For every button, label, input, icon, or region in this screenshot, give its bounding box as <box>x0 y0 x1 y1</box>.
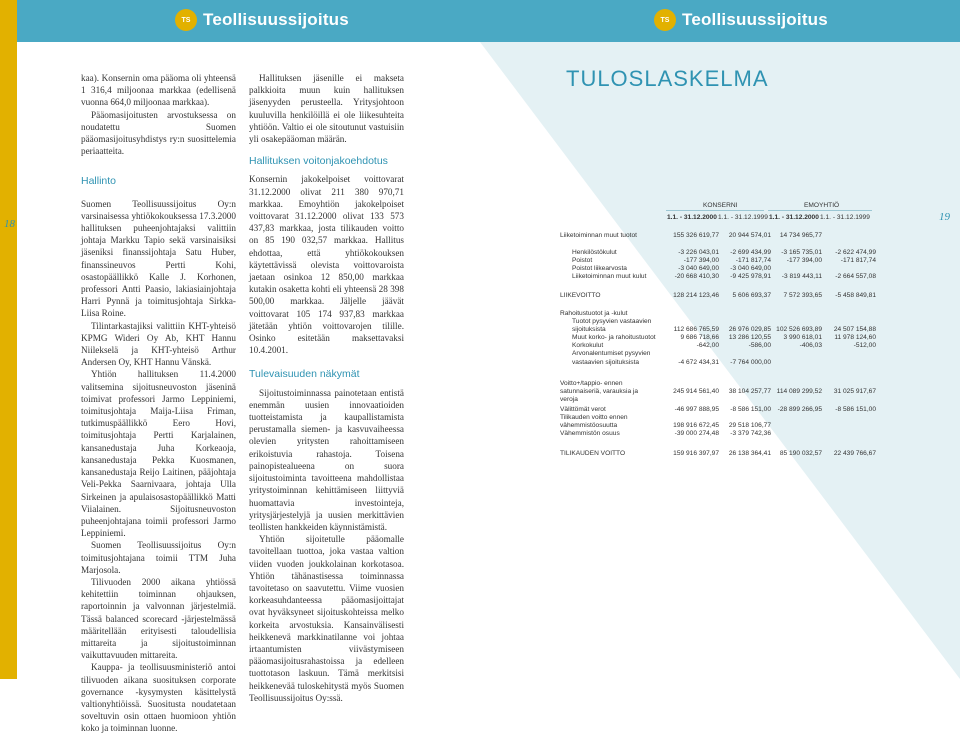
row-label: Vähemmistön osuus <box>560 430 620 437</box>
row-label: Poistot <box>572 257 593 264</box>
row-label: Tilikauden voitto ennen <box>560 414 628 421</box>
row-label: vähemmistöosuutta <box>560 422 618 429</box>
row-label: Liiketoiminnan muut kulut <box>572 273 647 280</box>
row-value: -2 622 474,99 <box>835 249 876 256</box>
row-value: -39 000 274,48 <box>674 430 719 437</box>
logo-text: Teollisuussijoitus <box>203 10 349 29</box>
row-value: 26 138 364,41 <box>728 450 771 457</box>
page-number-right: 19 <box>939 211 950 223</box>
left-edge-band <box>0 0 17 679</box>
logo-right <box>654 9 828 31</box>
text-column-1 <box>81 72 236 735</box>
row-value: -3 226 043,01 <box>678 249 719 256</box>
row-value: 112 686 765,59 <box>673 326 719 333</box>
row-value: 13 286 120,55 <box>728 334 771 341</box>
row-value: 3 990 618,01 <box>783 334 822 341</box>
row-value: -512,00 <box>853 342 876 349</box>
row-value: 245 914 561,40 <box>673 388 719 395</box>
row-value: 20 944 574,01 <box>728 232 771 239</box>
row-value: -20 668 410,30 <box>674 273 719 280</box>
row-value: 7 572 393,65 <box>783 292 822 299</box>
period-header: 1.1. - 31.12.2000 <box>667 214 717 221</box>
paragraph: Sijoitustoiminnassa painotetaan entistä enemmän uusien innovaatioiden tuotteistamista ja kaupallistamista perustamalla siemen- ja kasvuvaiheessa olevien yritysten rahoittamiseen erikoistuvia rahastoja. Toisena painopistealueena on suora sijoitustoiminta tavoitteena mahdollistaa yritystoiminnan kehittämiseen liittyviä huomattavia investointeja, yritysjärjestelyjä ja uusien merkittävien teollisten hankkeiden käynnistämistä. <box>249 387 404 532</box>
row-value: 159 916 397,97 <box>673 450 719 457</box>
row-value: 29 518 106,77 <box>728 422 771 429</box>
row-label: Tuotot pysyvien vastaavien <box>572 318 652 325</box>
header-bar-left <box>17 0 480 42</box>
group-header-emoyhtio: EMOYHTIÖ <box>804 202 840 209</box>
row-value: 5 606 693,37 <box>732 292 771 299</box>
row-value: -9 425 978,91 <box>730 273 771 280</box>
row-value: -177 394,00 <box>786 257 822 264</box>
row-label: Rahoitustuotot ja -kulut <box>560 310 628 317</box>
row-value: -406,03 <box>799 342 822 349</box>
row-label: Liiketoiminnan muut tuotot <box>560 232 637 239</box>
row-value: -3 040 649,00 <box>678 265 719 272</box>
row-value: 22 439 766,67 <box>833 450 876 457</box>
header-rule <box>768 210 872 211</box>
period-header: 1.1. - 31.12.1999 <box>820 214 870 221</box>
text-column-2 <box>249 72 404 704</box>
row-value: -3 165 735,01 <box>781 249 822 256</box>
row-label: sijoituksista <box>572 326 606 333</box>
paragraph: Konsernin jakokelpoiset voittovarat 31.12.2000 olivat 211 380 970,71 markkaa. Emoyhtiön jakokelpoiset voittovarat 31.12.2000 olivat 133 573 437,83 markkaa, josta tilikauden voitto on 85 190 032,57 markkaa. Hallitus ehdottaa, että yhtiökokouksen käytettävissä olevista voittovaroista jaetaan osinkoa 12 850,00 markkaa kutakin osaketta kohti eli yhteensä 28 398 500,00 markkaa. Jäljelle jäävät voittovarat 105 174 937,83 markkaa jätetään yhtiön voittovarojen tilille. Osinko esitetään maksettavaksi 10.4.2001. <box>249 174 404 356</box>
row-label: Henkilöstökulut <box>572 249 617 256</box>
statement-title: TULOSLASKELMA <box>566 66 769 91</box>
paragraph: Hallituksen jäsenille ei makseta palkkioita muun kuin hallituksen jäsenyyden perusteella. Yritysjohtoon kuuluvilla henkilöillä ei ole liikesuhteita yhtiöön. Valtio ei ole sitoutunut vastuisiin yli osakepääoman määrän. <box>249 73 404 145</box>
row-value: -3 379 742,36 <box>730 430 771 437</box>
period-header: 1.1. - 31.12.2000 <box>769 214 819 221</box>
row-value: -2 664 557,08 <box>835 273 876 280</box>
row-value: -4 672 434,31 <box>678 359 719 366</box>
paragraph: Kauppa- ja teollisuusministeriö antoi tilivuoden aikana suosituksen corporate governance -kysymysten käsittelystä valtionyhtiöissä. Suositusta noudatetaan soveltuvin osin ottaen huomioon yhtiön koko ja toiminnan luonne. <box>81 662 236 734</box>
row-value: 26 976 029,85 <box>728 326 771 333</box>
row-value: -171 817,74 <box>840 257 876 264</box>
row-label: TILIKAUDEN VOITTO <box>560 450 626 457</box>
logo-mark-icon: TS <box>175 9 197 31</box>
row-value: 102 526 693,89 <box>776 326 822 333</box>
row-label: LIIKEVOITTO <box>560 292 601 299</box>
row-value: 114 089 299,52 <box>776 388 822 395</box>
row-value: 38 104 257,77 <box>728 388 771 395</box>
paragraph: Yhtiön sijoitetulle pääomalle tavoitellaan tuottoa, joka vastaa valtion viiden vuoden joukkolainan korkotasoa. Yhtiön tähänastisessa toiminnassa tavoitetaso on saavutettu. Viime vuosien korkeasuhdanteessa pääomasijoittajat ovat hyväksyneet sijoituskohteissa melko korkeita arvostuksia. Kansainvälisesti heikkenevä markkinatilanne voi johtaa irtaantumisten viivästymiseen pääomasijoitusrahastoissa ja edelleen tuottotason laskuun. Tämä merkitsisi heikkenevää tuloskehitystä myös Suomen Teollisuussijoitus Oy:ssä. <box>249 534 404 703</box>
row-value: -171 817,74 <box>735 257 771 264</box>
row-value: -8 586 151,00 <box>730 406 771 413</box>
row-label: Korkokulut <box>572 342 604 349</box>
row-value: 85 190 032,57 <box>779 450 822 457</box>
row-value: -3 040 649,00 <box>730 265 771 272</box>
period-header: 1.1. - 31.12.1999 <box>718 214 768 221</box>
row-value: 31 025 917,67 <box>833 388 876 395</box>
paragraph: Tilintarkastajiksi valittiin KHT-yhteisö KPMG Wideri Oy Ab, KHT Hannu Niilekselä ja KHT-yhteisö Arthur Andersen Oy, KHT Hannu Vänskä. <box>81 320 236 368</box>
row-label: Arvonalentumiset pysyvien <box>572 350 651 357</box>
row-value: -586,00 <box>748 342 771 349</box>
header-rule <box>666 210 764 211</box>
row-value: -8 586 151,00 <box>835 406 876 413</box>
row-value: -2 699 434,99 <box>730 249 771 256</box>
row-label: Poistot liikearvosta <box>572 265 627 272</box>
row-value: -642,00 <box>696 342 719 349</box>
row-value: 24 507 154,88 <box>833 326 876 333</box>
row-value: -46 997 888,95 <box>674 406 719 413</box>
row-label: vastaavien sijoituksista <box>572 359 640 366</box>
page-number-left: 18 <box>4 218 15 230</box>
row-value: -3 819 443,11 <box>781 273 822 280</box>
row-value: 14 734 965,77 <box>779 232 822 239</box>
row-value: 198 916 672,45 <box>673 422 719 429</box>
paragraph: Suomen Teollisuussijoitus Oy:n varsinaisessa yhtiökokouksessa 17.3.2000 hallituksen puheenjohtajaksi valittiin johtaja Markku Tapio sekä varsinaisiksi jäseniksi finanssijohtaja Satu Huber, finanssineuvos Pertti Kohi, osastopäällikkö Kalle J. Korhonen, professori Antti Paasio, lakiasiainjohtaja Harri Pynnä ja toimitusjohtaja Sirkka-Liisa Roine. <box>81 198 236 319</box>
row-value: -177 394,00 <box>683 257 719 264</box>
paragraph: Tilivuoden 2000 aikana yhtiössä kehitettiin toiminnan ohjauksen, raportoinnin ja valvonnan järjestelmiä. Tässä balanced scorecard -järjestelmässä määritellään erityisesti taloudellisia mittareita ja sijoitustoiminnan vaikuttavuuden mittareita. <box>81 576 236 661</box>
section-heading: Hallituksen voitonjakoehdotus <box>249 155 388 168</box>
row-label: Välittömät verot <box>560 406 606 413</box>
paragraph: Pääomasijoitusten arvostuksessa on noudatettu Suomen pääomasijoitusyhdistys ry:n suosittelemia periaatteita. <box>81 109 236 157</box>
section-heading: Hallinto <box>81 175 117 188</box>
logo-text: Teollisuussijoitus <box>682 10 828 29</box>
row-value: 11 978 124,60 <box>834 334 876 341</box>
income-statement-table <box>560 202 940 462</box>
logo-mark-icon: TS <box>654 9 676 31</box>
section-heading: Tulevaisuuden näkymät <box>249 368 360 381</box>
row-value: -7 764 000,00 <box>730 359 771 366</box>
row-value: -5 458 849,81 <box>835 292 876 299</box>
row-value: 155 326 619,77 <box>673 232 719 239</box>
row-value: 9 686 718,66 <box>680 334 719 341</box>
header-bar-right <box>480 0 960 42</box>
paragraph: kaa). Konsernin oma pääoma oli yhteensä 1 316,4 miljoonaa markkaa (edellisenä vuonna 664,0 miljoonaa markkaa). <box>81 73 236 108</box>
row-label: Voitto+/tappio- ennen satunnaiseriä, varauksia ja veroja <box>560 380 639 403</box>
paragraph: Suomen Teollisuussijoitus Oy:n toimitusjohtajana toimii TTM Juha Marjosola. <box>81 540 236 575</box>
paragraph: Yhtiön hallituksen 11.4.2000 valitsemina sijoitusneuvoston jäseninä toimivat professori Jarmo Leppiniemi, toimitusjohtaja Maija-Liisa Friman, tutkimuspäällikkö Eero Hovi, toimitusjohtaja Pertti Karjalainen, kansanedustaja Juha Korkeaoja, kansanedustaja Pekka Kuosmanen, kansanedustaja Reijo Laitinen, pääjohtaja Veli-Pekka Saarnivaara, johtaja Ulla Sirkeinen ja apulaisosastopäällikkö Matti Viialainen. Sijoitusneuvoston puheenjohtajana toimii professori Jarmo Leppiniemi. <box>81 369 236 539</box>
row-label: Muut korko- ja rahoitustuotot <box>572 334 656 341</box>
logo-left <box>175 9 349 31</box>
row-value: -28 899 266,95 <box>777 406 822 413</box>
group-header-konserni: KONSERNI <box>703 202 738 209</box>
row-value: 128 214 123,46 <box>673 292 719 299</box>
